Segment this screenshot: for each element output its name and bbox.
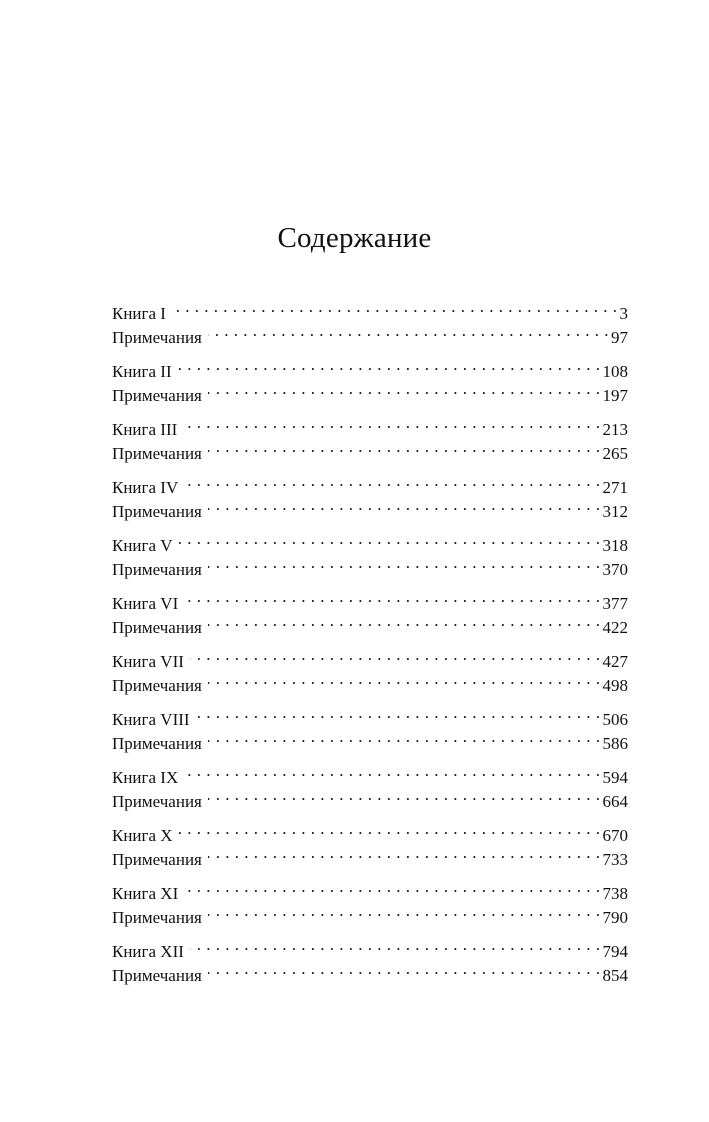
toc-dot-leader bbox=[184, 585, 600, 609]
toc-entry-page-number: 586 bbox=[602, 734, 628, 753]
toc-entry-label: Книга VI bbox=[112, 594, 179, 613]
toc-entry-label: Примечания bbox=[112, 444, 202, 463]
toc-dot-leader bbox=[208, 899, 601, 923]
toc-group bbox=[112, 295, 628, 347]
toc-entry-page-number: 265 bbox=[602, 444, 628, 463]
toc-entry-label: Примечания bbox=[112, 618, 202, 637]
toc-dot-leader bbox=[208, 377, 601, 401]
toc-entry-label: Книга IX bbox=[112, 768, 179, 787]
toc-entry-page-number: 790 bbox=[602, 908, 628, 927]
toc-dot-leader bbox=[184, 759, 600, 783]
toc-entry-notes[interactable] bbox=[112, 899, 628, 927]
toc-entry-page-number: 664 bbox=[602, 792, 628, 811]
toc-entry-book[interactable] bbox=[112, 933, 628, 961]
toc-entry-book[interactable] bbox=[112, 353, 628, 381]
toc-dot-leader bbox=[190, 933, 601, 957]
toc-entry-label: Книга IV bbox=[112, 478, 179, 497]
toc-dot-leader bbox=[179, 817, 601, 841]
toc-dot-leader bbox=[208, 609, 601, 633]
toc-entry-page-number: 794 bbox=[602, 942, 628, 961]
toc-group bbox=[112, 643, 628, 695]
toc-dot-leader bbox=[208, 667, 601, 691]
toc-entry-label: Примечания bbox=[112, 328, 202, 347]
table-of-contents bbox=[112, 295, 628, 991]
toc-entry-page-number: 422 bbox=[602, 618, 628, 637]
toc-entry-page-number: 213 bbox=[602, 420, 628, 439]
toc-group bbox=[112, 585, 628, 637]
toc-dot-leader bbox=[208, 493, 601, 517]
toc-entry-notes[interactable] bbox=[112, 609, 628, 637]
toc-group bbox=[112, 527, 628, 579]
toc-entry-label: Примечания bbox=[112, 386, 202, 405]
toc-entry-notes[interactable] bbox=[112, 841, 628, 869]
toc-dot-leader bbox=[183, 411, 600, 435]
toc-entry-book[interactable] bbox=[112, 875, 628, 903]
toc-dot-leader bbox=[196, 701, 601, 725]
toc-entry-label: Примечания bbox=[112, 560, 202, 579]
toc-dot-leader bbox=[184, 469, 600, 493]
toc-dot-leader bbox=[172, 295, 618, 319]
toc-entry-notes[interactable] bbox=[112, 435, 628, 463]
toc-dot-leader bbox=[184, 875, 600, 899]
toc-entry-page-number: 498 bbox=[602, 676, 628, 695]
toc-entry-page-number: 594 bbox=[602, 768, 628, 787]
toc-entry-label: Книга X bbox=[112, 826, 173, 845]
toc-entry-label: Примечания bbox=[112, 792, 202, 811]
toc-entry-page-number: 506 bbox=[602, 710, 628, 729]
toc-entry-label: Примечания bbox=[112, 502, 202, 521]
toc-dot-leader bbox=[179, 527, 601, 551]
toc-entry-label: Примечания bbox=[112, 676, 202, 695]
toc-dot-leader bbox=[178, 353, 601, 377]
toc-entry-label: Книга III bbox=[112, 420, 178, 439]
toc-entry-book[interactable] bbox=[112, 759, 628, 787]
toc-entry-notes[interactable] bbox=[112, 493, 628, 521]
toc-entry-book[interactable] bbox=[112, 817, 628, 845]
toc-dot-leader bbox=[208, 783, 601, 807]
toc-dot-leader bbox=[208, 841, 601, 865]
toc-dot-leader bbox=[208, 435, 601, 459]
toc-dot-leader bbox=[208, 957, 601, 981]
toc-entry-page-number: 97 bbox=[611, 328, 628, 347]
toc-group bbox=[112, 701, 628, 753]
toc-group bbox=[112, 817, 628, 869]
toc-entry-label: Примечания bbox=[112, 908, 202, 927]
toc-dot-leader bbox=[208, 725, 601, 749]
toc-entry-notes[interactable] bbox=[112, 783, 628, 811]
toc-dot-leader bbox=[208, 551, 601, 575]
toc-entry-page-number: 271 bbox=[602, 478, 628, 497]
toc-entry-book[interactable] bbox=[112, 643, 628, 671]
toc-entry-book[interactable] bbox=[112, 411, 628, 439]
toc-entry-book[interactable] bbox=[112, 527, 628, 555]
toc-entry-page-number: 733 bbox=[602, 850, 628, 869]
toc-entry-label: Книга XII bbox=[112, 942, 184, 961]
toc-entry-label: Примечания bbox=[112, 966, 202, 985]
toc-entry-book[interactable] bbox=[112, 585, 628, 613]
toc-entry-label: Примечания bbox=[112, 850, 202, 869]
toc-entry-book[interactable] bbox=[112, 701, 628, 729]
toc-entry-label: Книга II bbox=[112, 362, 172, 381]
page-title: Содержание bbox=[277, 222, 432, 254]
toc-entry-page-number: 318 bbox=[602, 536, 628, 555]
toc-group bbox=[112, 933, 628, 985]
toc-group bbox=[112, 411, 628, 463]
toc-entry-page-number: 377 bbox=[602, 594, 628, 613]
toc-entry-book[interactable] bbox=[112, 295, 628, 323]
toc-group bbox=[112, 759, 628, 811]
toc-entry-page-number: 427 bbox=[602, 652, 628, 671]
toc-entry-label: Книга V bbox=[112, 536, 173, 555]
toc-entry-notes[interactable] bbox=[112, 377, 628, 405]
toc-entry-notes[interactable] bbox=[112, 319, 628, 347]
toc-group bbox=[112, 875, 628, 927]
toc-entry-page-number: 854 bbox=[602, 966, 628, 985]
toc-entry-label: Книга VII bbox=[112, 652, 184, 671]
toc-entry-page-number: 370 bbox=[602, 560, 628, 579]
toc-entry-page-number: 108 bbox=[602, 362, 628, 381]
toc-entry-label: Примечания bbox=[112, 734, 202, 753]
toc-group bbox=[112, 469, 628, 521]
toc-group bbox=[112, 353, 628, 405]
toc-entry-page-number: 738 bbox=[602, 884, 628, 903]
toc-entry-label: Книга VIII bbox=[112, 710, 190, 729]
toc-entry-book[interactable] bbox=[112, 469, 628, 497]
toc-entry-label: Книга I bbox=[112, 304, 166, 323]
toc-dot-leader bbox=[190, 643, 601, 667]
toc-entry-page-number: 670 bbox=[602, 826, 628, 845]
toc-entry-notes[interactable] bbox=[112, 551, 628, 579]
toc-dot-leader bbox=[208, 319, 609, 343]
toc-entry-page-number: 3 bbox=[619, 304, 628, 323]
toc-entry-page-number: 197 bbox=[602, 386, 628, 405]
toc-entry-page-number: 312 bbox=[602, 502, 628, 521]
toc-entry-label: Книга XI bbox=[112, 884, 179, 903]
